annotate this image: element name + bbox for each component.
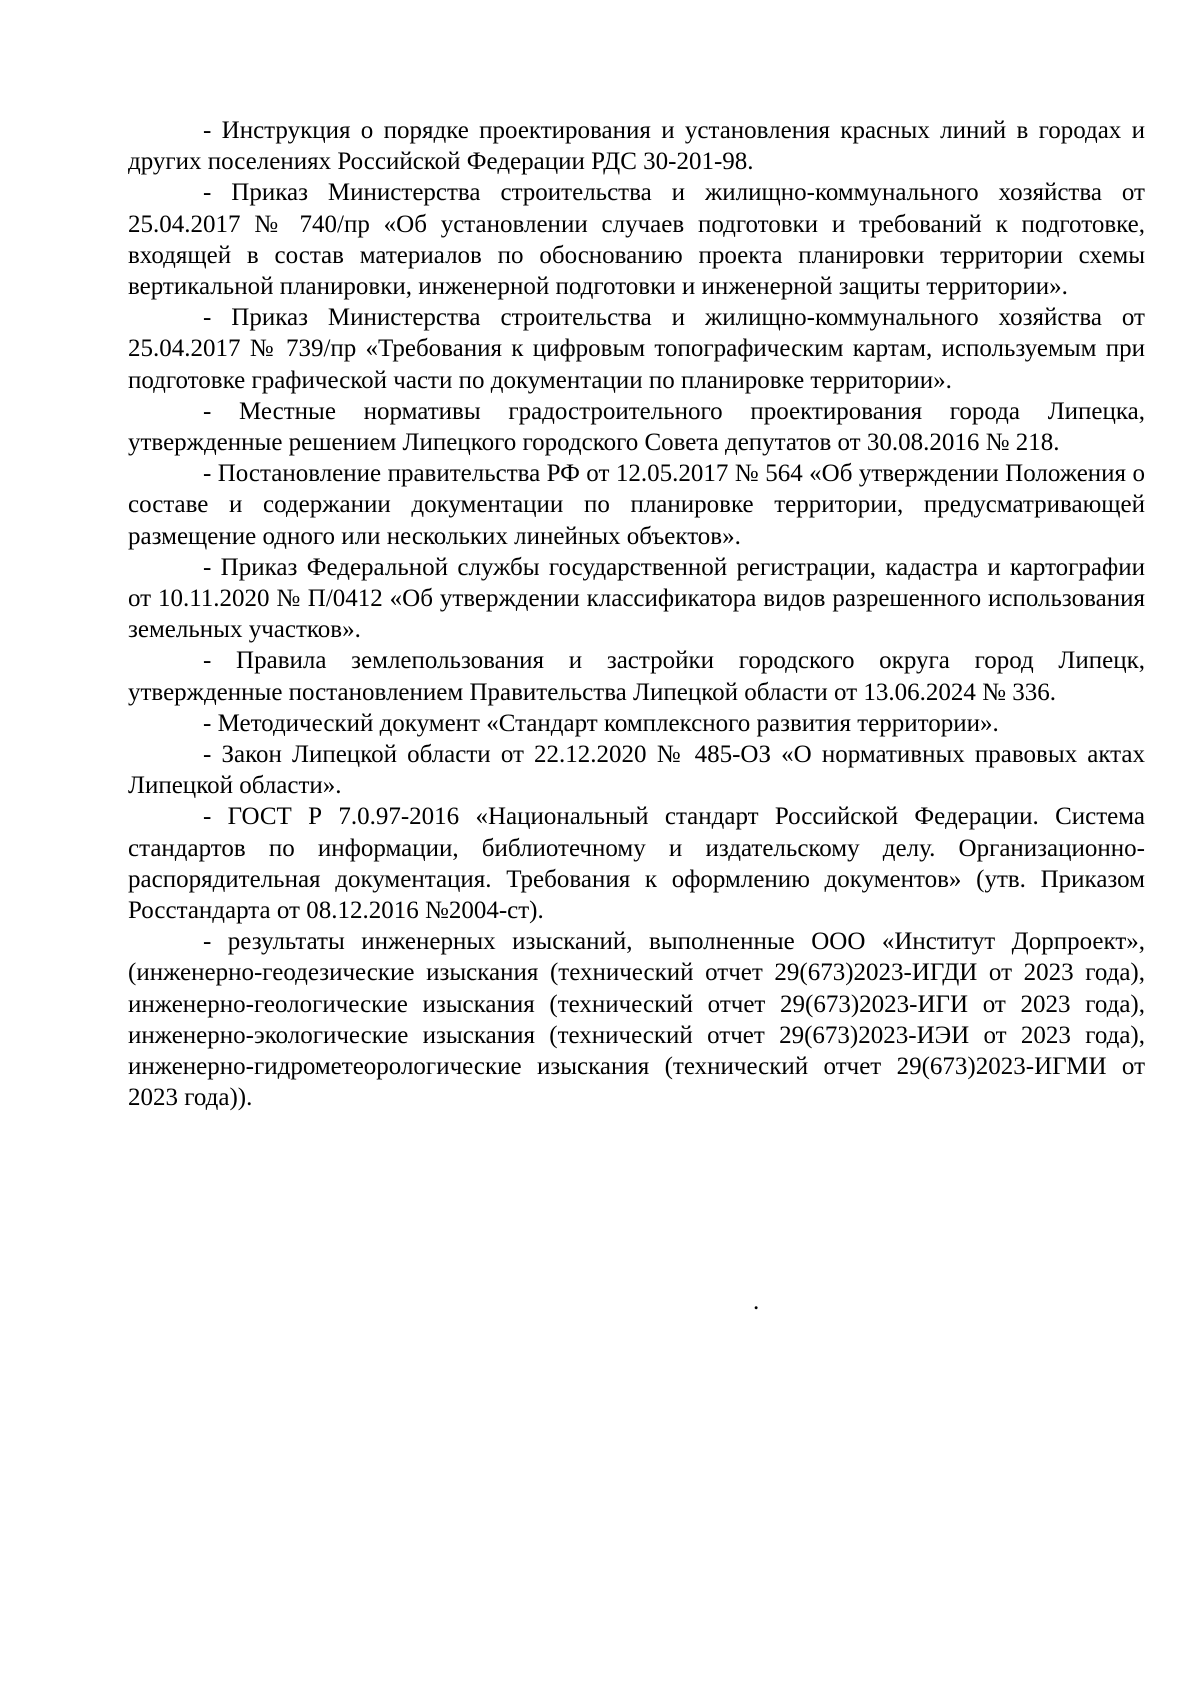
- list-item-order-740: - Приказ Министерства строительства и жилищно-коммунального хозяйства от 25.04.2017 № 740/пр «Об установлении случаев подготовки и требований к подготовке, входящей в состав материалов по обоснованию проекта планировки территории схемы вертикальной планировки, инженерной подготовки и инженерной защиты территории».: [128, 179, 1145, 301]
- list-item-survey-results: - результаты инженерных изысканий, выполненные ООО «Институт Дорпроект», (инженерно-геодезические изыскания (технический отчет 29(673)2023-ИГДИ от 2023 года), инженерно-геологические изыскания (технический отчет 29(673)2023-ИГИ от 2023 года), инженерно-экологические изыскания (технический отчет 29(673)2023-ИЭИ от 2023 года), инженерно-гидрометеорологические изыскания (технический отчет 29(673)2023-ИГМИ от 2023 года)).: [128, 928, 1145, 1112]
- list-item-rds-instruction: - Инструкция о порядке проектирования и установления красных линий в городах и других поселениях Российской Федерации РДС 30-201-98.: [128, 117, 1145, 176]
- list-item-kirt-standard: - Методический документ «Стандарт комплексного развития территории».: [203, 709, 999, 737]
- document-body: [128, 115, 1145, 1114]
- list-item-land-use-rules: - Правила землепользования и застройки городского округа город Липецк, утвержденные постановлением Правительства Липецкой области от 13.06.2024 № 336.: [128, 647, 1145, 706]
- list-item-gost: - ГОСТ Р 7.0.97-2016 «Национальный стандарт Российской Федерации. Система стандартов по информации, библиотечному и издательскому делу. Организационно-распорядительная документация. Требования к оформлению документов» (утв. Приказом Росстандарта от 08.12.2016 №2004-ст).: [128, 803, 1145, 925]
- list-item-resolution-564: - Постановление правительства РФ от 12.05.2017 № 564 «Об утверждении Положения о составе и содержании документации по планировке территории, предусматривающей размещение одного или нескольких линейных объектов».: [128, 460, 1145, 550]
- list-item-order-739: - Приказ Министерства строительства и жилищно-коммунального хозяйства от 25.04.2017 № 739/пр «Требования к цифровым топографическим картам, используемым при подготовке графической части по документации по планировке территории».: [128, 304, 1145, 394]
- stray-period-mark: .: [753, 1288, 760, 1315]
- list-item-local-norms: - Местные нормативы градостроительного проектирования города Липецка, утвержденные решением Липецкого городского Совета депутатов от 30.08.2016 № 218.: [128, 397, 1145, 457]
- list-item-order-p0412: - Приказ Федеральной службы государственной регистрации, кадастра и картографии от 10.11.2020 № П/0412 «Об утверждении классификатора видов разрешенного использования земельных участков».: [128, 553, 1145, 644]
- list-item-law-485: - Закон Липецкой области от 22.12.2020 № 485-ОЗ «О нормативных правовых актах Липецкой области».: [128, 741, 1145, 800]
